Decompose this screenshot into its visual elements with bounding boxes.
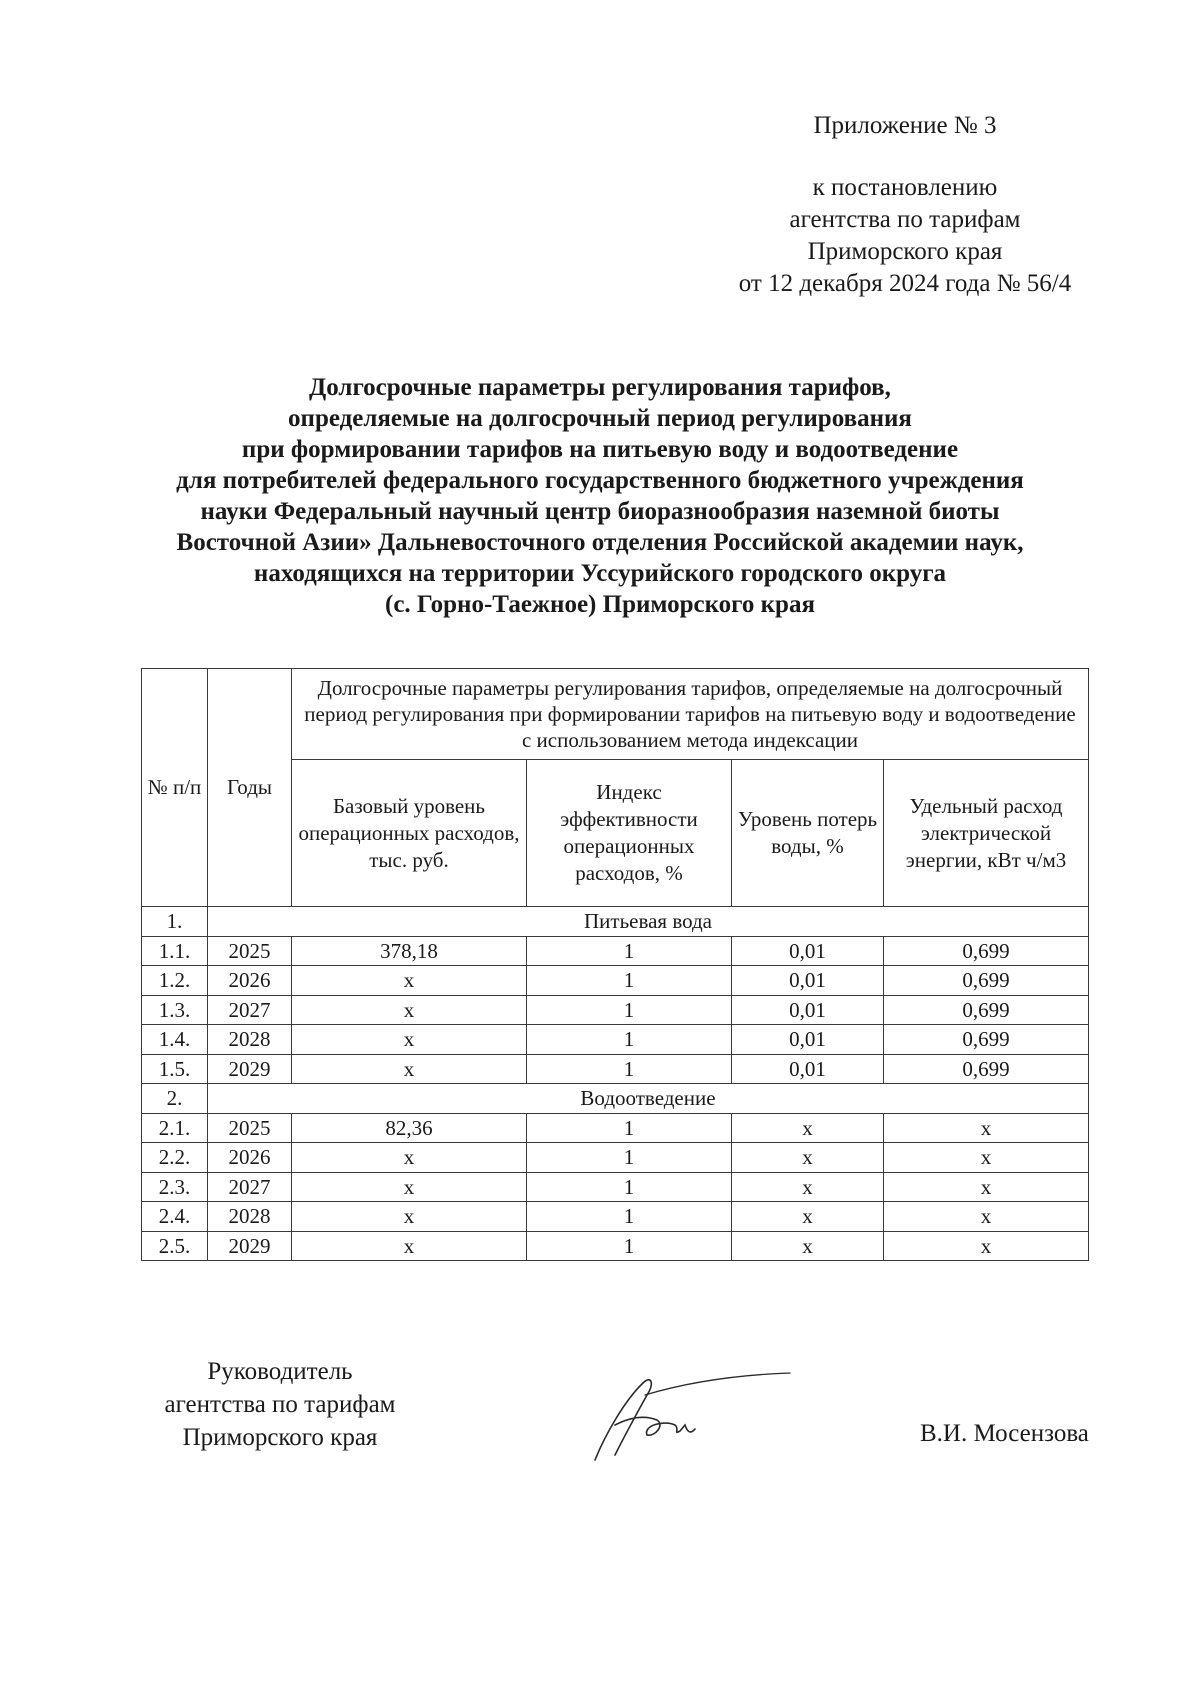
cell-efficiency-index: 1 — [527, 1143, 732, 1173]
cell-energy: 0,699 — [884, 1054, 1089, 1084]
cell-efficiency-index: 1 — [527, 1202, 732, 1232]
cell-energy: 0,699 — [884, 1025, 1089, 1055]
signature-icon — [585, 1365, 800, 1470]
title-line: определяемые на долгосрочный период регулирования — [288, 405, 912, 432]
header-number: № п/п — [142, 669, 208, 907]
cell-water-loss: 0,01 — [732, 1025, 884, 1055]
appendix-block — [700, 110, 1110, 300]
cell-base-level: х — [292, 1143, 527, 1173]
cell-water-loss: х — [732, 1172, 884, 1202]
cell-number: 1.5. — [142, 1054, 208, 1084]
cell-year: 2027 — [208, 995, 292, 1025]
signer-line: Руководитель — [207, 1358, 353, 1385]
cell-base-level: х — [292, 1202, 527, 1232]
cell-year: 2029 — [208, 1054, 292, 1084]
title-line: для потребителей федерального государственного бюджетного учреждения — [176, 467, 1024, 494]
header-efficiency-index: Индекс эффективности операционных расходов, % — [527, 760, 732, 907]
table-row — [142, 1202, 1089, 1232]
cell-efficiency-index: 1 — [527, 936, 732, 966]
cell-water-loss: 0,01 — [732, 995, 884, 1025]
table-row — [142, 1143, 1089, 1173]
cell-water-loss: 0,01 — [732, 1054, 884, 1084]
cell-year: 2026 — [208, 1143, 292, 1173]
appendix-line: Приморского края — [807, 238, 1003, 265]
title-line: при формировании тарифов на питьевую воду и водоотведение — [241, 436, 959, 463]
table-body — [142, 907, 1089, 1261]
cell-number: 2.1. — [142, 1113, 208, 1143]
parameters-table — [141, 668, 1089, 1261]
cell-efficiency-index: 1 — [527, 1172, 732, 1202]
cell-year: 2028 — [208, 1202, 292, 1232]
cell-base-level: х — [292, 995, 527, 1025]
table-row — [142, 1113, 1089, 1143]
cell-base-level: х — [292, 1231, 527, 1261]
cell-water-loss: х — [732, 1202, 884, 1232]
cell-year: 2029 — [208, 1231, 292, 1261]
cell-number: 2.5. — [142, 1231, 208, 1261]
table-row — [142, 1172, 1089, 1202]
table-row — [142, 1025, 1089, 1055]
cell-efficiency-index: 1 — [527, 995, 732, 1025]
cell-water-loss: х — [732, 1143, 884, 1173]
header-water-loss: Уровень потерь воды, % — [732, 760, 884, 907]
appendix-line: к постановлению — [812, 174, 998, 201]
table-row — [142, 936, 1089, 966]
section-number: 1. — [142, 907, 208, 937]
header-group: Долгосрочные параметры регулирования тарифов, определяемые на долгосрочный период регулирования при формировании тарифов на питьевую воду и водоотведение с использованием метода индексации — [292, 669, 1089, 760]
cell-energy: х — [884, 1231, 1089, 1261]
section-number: 2. — [142, 1084, 208, 1114]
signer-line: Приморского края — [182, 1424, 378, 1451]
cell-number: 1.1. — [142, 936, 208, 966]
title-line: (с. Горно-Таежное) Приморского края — [385, 591, 815, 618]
cell-number: 1.4. — [142, 1025, 208, 1055]
cell-efficiency-index: 1 — [527, 1113, 732, 1143]
title-line: науки Федеральный научный центр биоразнообразия наземной биоты — [200, 498, 1000, 525]
cell-energy: 0,699 — [884, 966, 1089, 996]
cell-year: 2028 — [208, 1025, 292, 1055]
cell-year: 2027 — [208, 1172, 292, 1202]
signer-name: В.И. Мосензова — [920, 1420, 1089, 1447]
cell-efficiency-index: 1 — [527, 966, 732, 996]
cell-energy: х — [884, 1172, 1089, 1202]
table-row — [142, 1054, 1089, 1084]
header-years: Годы — [208, 669, 292, 907]
cell-efficiency-index: 1 — [527, 1025, 732, 1055]
cell-base-level: х — [292, 1172, 527, 1202]
cell-number: 2.2. — [142, 1143, 208, 1173]
table-row — [142, 995, 1089, 1025]
section-row — [142, 907, 1089, 937]
cell-base-level: 378,18 — [292, 936, 527, 966]
title-line: Восточной Азии» Дальневосточного отделения Российской академии наук, — [176, 529, 1024, 556]
cell-water-loss: 0,01 — [732, 966, 884, 996]
cell-energy: х — [884, 1113, 1089, 1143]
document-title — [100, 372, 1100, 620]
cell-number: 2.4. — [142, 1202, 208, 1232]
cell-base-level: 82,36 — [292, 1113, 527, 1143]
appendix-line: от 12 декабря 2024 года № 56/4 — [738, 270, 1072, 297]
title-line: Долгосрочные параметры регулирования тарифов, — [309, 374, 891, 401]
cell-base-level: х — [292, 966, 527, 996]
cell-year: 2025 — [208, 936, 292, 966]
cell-energy: х — [884, 1202, 1089, 1232]
cell-energy: 0,699 — [884, 995, 1089, 1025]
signer-title — [130, 1355, 430, 1454]
table-row — [142, 966, 1089, 996]
cell-number: 1.3. — [142, 995, 208, 1025]
cell-efficiency-index: 1 — [527, 1054, 732, 1084]
cell-year: 2026 — [208, 966, 292, 996]
signer-line: агентства по тарифам — [164, 1391, 396, 1418]
section-name: Водоотведение — [208, 1084, 1089, 1114]
header-base-level: Базовый уровень операционных расходов, тыс. руб. — [292, 760, 527, 907]
cell-year: 2025 — [208, 1113, 292, 1143]
section-name: Питьевая вода — [208, 907, 1089, 937]
appendix-number: Приложение № 3 — [813, 112, 997, 139]
title-line: находящихся на территории Уссурийского городского округа — [253, 560, 947, 587]
cell-energy: х — [884, 1143, 1089, 1173]
cell-energy: 0,699 — [884, 936, 1089, 966]
table-row — [142, 1231, 1089, 1261]
cell-base-level: х — [292, 1025, 527, 1055]
cell-water-loss: х — [732, 1231, 884, 1261]
cell-water-loss: 0,01 — [732, 936, 884, 966]
header-energy: Удельный расход электрической энергии, кВт ч/м3 — [884, 760, 1089, 907]
cell-number: 2.3. — [142, 1172, 208, 1202]
cell-number: 1.2. — [142, 966, 208, 996]
section-row — [142, 1084, 1089, 1114]
cell-efficiency-index: 1 — [527, 1231, 732, 1261]
cell-water-loss: х — [732, 1113, 884, 1143]
appendix-line: агентства по тарифам — [789, 206, 1021, 233]
cell-base-level: х — [292, 1054, 527, 1084]
